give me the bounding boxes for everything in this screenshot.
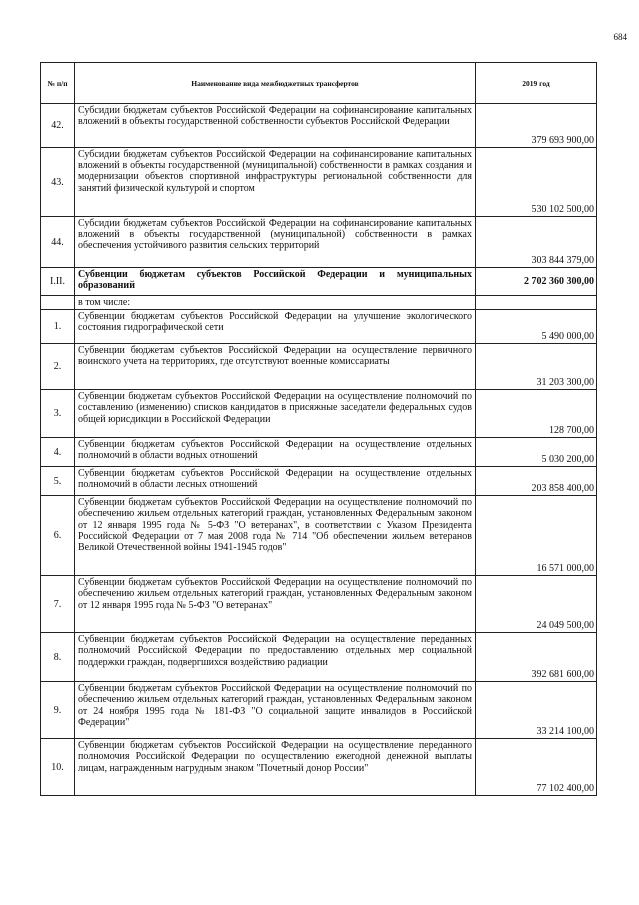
row-number: 42. <box>41 104 75 148</box>
table-row <box>41 633 597 682</box>
row-amount: 530 102 500,00 <box>476 148 597 217</box>
row-amount: 24 049 500,00 <box>476 576 597 633</box>
row-number: I.II. <box>41 268 75 296</box>
row-amount: 203 858 400,00 <box>476 467 597 496</box>
table-row <box>41 390 597 438</box>
row-description: Субвенции бюджетам субъектов Российской Федерации на осуществление полномочий по составлению (изменению) списков кандидатов в присяжные заседатели федеральных судов общей юрисдикции в Российской Федерации <box>75 390 476 438</box>
row-number: 10. <box>41 739 75 796</box>
row-description: в том числе: <box>75 296 476 310</box>
row-amount: 303 844 379,00 <box>476 217 597 268</box>
table-row <box>41 104 597 148</box>
row-number: 2. <box>41 344 75 390</box>
row-amount: 2 702 360 300,00 <box>476 268 597 296</box>
row-number: 44. <box>41 217 75 268</box>
row-description: Субвенции бюджетам субъектов Российской Федерации на осуществление переданного полномочия Российской Федерации по осуществлению ежегодной денежной выплаты лицам, награжденным нагрудным знаком "Почетный донор России" <box>75 739 476 796</box>
row-amount: 5 030 200,00 <box>476 438 597 467</box>
row-description: Субвенции бюджетам субъектов Российской Федерации на осуществление полномочий по обеспечению жильем отдельных категорий граждан, установленных Федеральным законом от 12 января 1995 года № 5-ФЗ "О ветеранах" <box>75 576 476 633</box>
transfers-table <box>40 62 597 796</box>
header-year: 2019 год <box>476 63 597 104</box>
row-description: Субвенции бюджетам субъектов Российской Федерации на осуществление отдельных полномочий в области водных отношений <box>75 438 476 467</box>
table-row <box>41 217 597 268</box>
table-row <box>41 438 597 467</box>
table-row <box>41 496 597 576</box>
row-description: Субсидии бюджетам субъектов Российской Федерации на софинансирование капитальных вложений в объекты государственной собственности субъектов Российской Федерации <box>75 104 476 148</box>
row-amount: 16 571 000,00 <box>476 496 597 576</box>
row-description: Субвенции бюджетам субъектов Российской Федерации на осуществление переданных полномочий Российской Федерации по предоставлению отдельных мер социальной поддержки граждан, подвергшихся воздействию радиации <box>75 633 476 682</box>
row-amount: 5 490 000,00 <box>476 310 597 344</box>
table-row <box>41 467 597 496</box>
row-description: Субвенции бюджетам субъектов Российской Федерации на осуществление полномочий по обеспечению жильем отдельных категорий граждан, установленных Федеральным законом от 12 января 1995 года № 5-ФЗ "О ветеранах", в соответствии с Указом Президента Российской Федерации от 7 мая 2008 года № 714 "Об обеспечении жильем ветеранов Великой Отечественной войны 1941-1945 годов" <box>75 496 476 576</box>
table-row <box>41 148 597 217</box>
row-amount: 379 693 900,00 <box>476 104 597 148</box>
row-number: 3. <box>41 390 75 438</box>
page-number: 684 <box>613 32 627 42</box>
header-num: № п/п <box>41 63 75 104</box>
table-row <box>41 268 597 296</box>
row-amount: 33 214 100,00 <box>476 682 597 739</box>
row-number: 5. <box>41 467 75 496</box>
header-name: Наименование вида межбюджетных трансфертов <box>75 63 476 104</box>
row-number: 6. <box>41 496 75 576</box>
table-row <box>41 344 597 390</box>
table-row <box>41 739 597 796</box>
row-number: 8. <box>41 633 75 682</box>
row-description: Субсидии бюджетам субъектов Российской Федерации на софинансирование капитальных вложений в объекты государственной (муниципальной) собственности в рамках обеспечения устойчивого развития сельских территорий <box>75 217 476 268</box>
table-row <box>41 310 597 344</box>
row-amount: 392 681 600,00 <box>476 633 597 682</box>
row-number: 7. <box>41 576 75 633</box>
table-header-row <box>41 63 597 104</box>
table-body <box>41 104 597 796</box>
table-row <box>41 576 597 633</box>
row-amount: 128 700,00 <box>476 390 597 438</box>
row-number: 43. <box>41 148 75 217</box>
row-number: 9. <box>41 682 75 739</box>
row-description: Субсидии бюджетам субъектов Российской Федерации на софинансирование капитальных вложений в объекты государственной (муниципальной) собственности в рамках создания и модернизации объектов спортивной инфраструктуры региональной собственности для занятий физической культурой и спортом <box>75 148 476 217</box>
row-number: 4. <box>41 438 75 467</box>
row-description: Субвенции бюджетам субъектов Российской Федерации на осуществление отдельных полномочий в области лесных отношений <box>75 467 476 496</box>
row-description: Субвенции бюджетам субъектов Российской Федерации на осуществление первичного воинского учета на территориях, где отсутствуют военные комиссариаты <box>75 344 476 390</box>
row-number: 1. <box>41 310 75 344</box>
table-row <box>41 296 597 310</box>
row-number <box>41 296 75 310</box>
row-description: Субвенции бюджетам субъектов Российской Федерации и муниципальных образований <box>75 268 476 296</box>
row-amount: 77 102 400,00 <box>476 739 597 796</box>
row-amount <box>476 296 597 310</box>
table-row <box>41 682 597 739</box>
row-description: Субвенции бюджетам субъектов Российской Федерации на осуществление полномочий по обеспечению жильем отдельных категорий граждан, установленных Федеральным законом от 24 ноября 1995 года № 181-ФЗ "О социальной защите инвалидов в Российской Федерации" <box>75 682 476 739</box>
row-amount: 31 203 300,00 <box>476 344 597 390</box>
row-description: Субвенции бюджетам субъектов Российской Федерации на улучшение экологического состояния гидрографической сети <box>75 310 476 344</box>
